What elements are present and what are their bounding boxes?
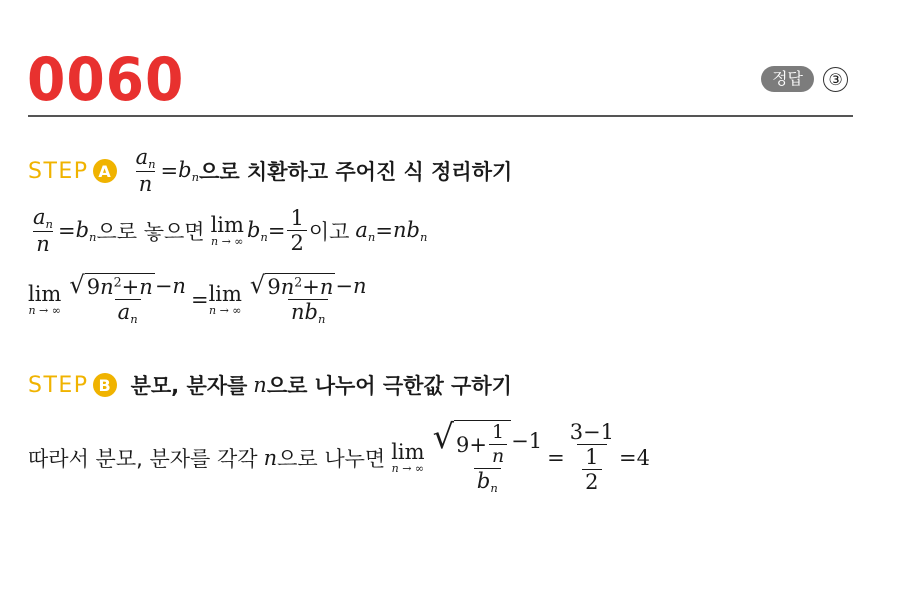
fraction-final-limit: √ 9+ $\frac{1}{n}$ −1 $b_n$ [432, 417, 543, 495]
substitution-line: $\frac{a_n}{n}$ = $b_n$ 으로 놓으면 lim n → ∞ $b_n$ = $\frac{1}{2}$ 이고 $a_n$ = $nb_n$ [28, 205, 427, 257]
step-b-heading: STEP B 분모, 분자를 n 으로 나누어 극한값 구하기 [28, 370, 512, 400]
limit-equation-line: lim n → ∞ √ $9n^2+n$ −n $a_n$ = lim n → ∞ √ $9n^2+n$ −n $nb_n$ [28, 273, 372, 327]
header-divider [28, 115, 853, 117]
step-a-label: STEP [28, 158, 89, 184]
step-a-heading: STEP A $\frac{a_n}{n}$ = $b_n$ 으로 치환하고 주어진 식 정리하기 [28, 145, 513, 197]
answer-box [761, 66, 848, 92]
fraction-three-minus-one-over-half: $\frac{3-1}{\frac{1}{2}}$ [569, 420, 615, 495]
step-b-label: STEP [28, 372, 89, 398]
step-b-title-part1: 분모, 분자를 [130, 374, 248, 398]
step-b-title-part2: 으로 나누어 극한값 구하기 [266, 374, 512, 398]
limit-operator: lim n → ∞ [208, 282, 242, 317]
fraction-one-half: $\frac{1}{2}$ [287, 206, 306, 256]
limit-operator: lim n → ∞ [210, 213, 244, 249]
fraction-an-over-n: $\frac{a_n}{n}$ [135, 145, 156, 197]
fraction-sqrt-over-an: √ $9n^2+n$ −n $a_n$ [69, 271, 186, 327]
answer-choice: ③ [823, 67, 848, 92]
fraction-an-over-n: $\frac{a_n}{n}$ [33, 205, 53, 257]
answer-badge: 정답 [761, 66, 814, 92]
text-and: 이고 [308, 220, 350, 245]
step-b-badge: B [93, 373, 117, 397]
text-divide: 으로 나누면 [277, 446, 386, 471]
problem-number: 0060 [27, 45, 185, 115]
limit-operator: lim n → ∞ [28, 282, 62, 317]
text-therefore: 따라서 분모, 분자를 각각 [28, 446, 258, 471]
step-a-badge: A [93, 159, 117, 183]
text-let: 으로 놓으면 [96, 220, 205, 245]
limit-operator: lim n → ∞ [391, 439, 425, 475]
fraction-sqrt-over-nbn: √ $9n^2+n$ −n $nb_n$ [249, 271, 367, 327]
step-a-title: 으로 치환하고 주어진 식 정리하기 [199, 160, 513, 185]
final-line: 따라서 분모, 분자를 각각 n 으로 나누면 lim n → ∞ √ 9+ $\frac{1}{n}$ −1 $b_n$ = $\frac{3-1}{\frac{1}{2}}$ =4 [28, 417, 650, 495]
